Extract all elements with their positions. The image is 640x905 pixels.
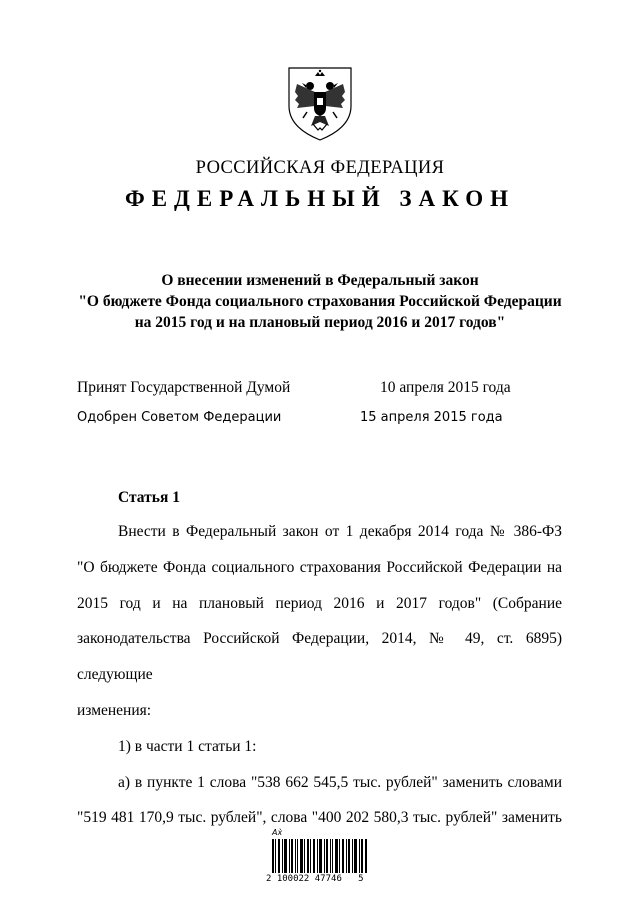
barcode-handwritten-mark: Ax̀ [272,828,283,837]
duma-adoption-date: 10 апреля 2015 года [380,379,511,396]
country-name: РОССИЙСКАЯ ФЕДЕРАЦИЯ [195,158,445,178]
coat-of-arms-emblem [285,66,355,142]
subject-line: "О бюджете Фонда социального страхования Российской Федерации [78,293,562,310]
body-line: а) в пункте 1 слова "538 662 545,5 тыс. рублей" заменить словами [118,773,562,791]
article-title: Статья 1 [118,489,180,506]
law-subject [0,270,640,333]
duma-adoption-label: Принят Государственной Думой [77,379,291,396]
council-approval-label: Одобрен Советом Федерации [77,410,282,425]
body-line: изменения: [77,701,152,719]
council-approval-date: 15 апреля 2015 года [360,410,503,425]
body-line: Внести в Федеральный закон от 1 декабря 2014 года № 386-ФЗ [118,523,562,540]
subject-line: на 2015 год и на плановый период 2016 и 2017 годов" [134,314,506,331]
barcode-icon [272,839,368,873]
article-body [77,514,562,836]
body-line: 1) в части 1 статьи 1: [118,737,257,755]
subject-line: О внесении изменений в Федеральный закон [161,272,479,289]
barcode [266,828,376,888]
barcode-number: 2 100022 47746 5 [266,874,364,884]
body-line: законодательства Российской Федерации, 2014, № 49, ст. 6895) следующие [77,630,562,684]
law-type-title: ФЕДЕРАЛЬНЫЙ ЗАКОН [124,186,516,211]
body-line: 2015 год и на плановый период 2016 и 2017 годов" (Собрание [77,594,562,612]
body-line: "519 481 170,9 тыс. рублей", слова "400 202 580,3 тыс. рублей" заменить [77,809,562,827]
body-line: "О бюджете Фонда социального страхования Российской Федерации на [77,558,562,576]
